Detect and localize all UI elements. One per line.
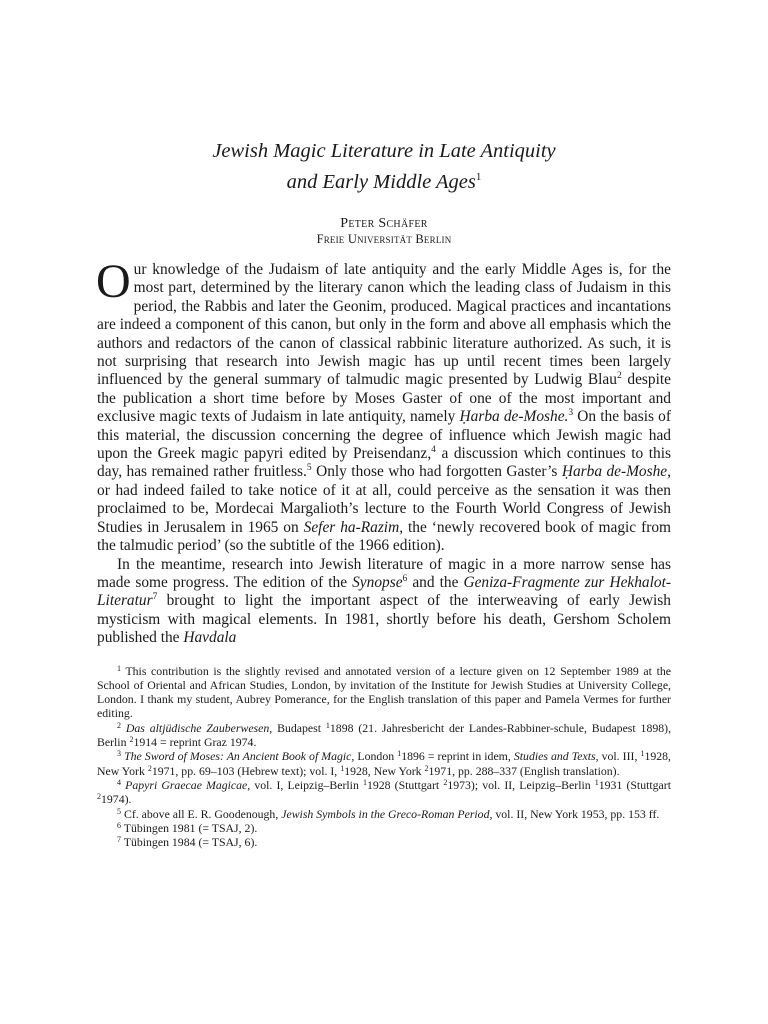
title-line-1: Jewish Magic Literature in Late Antiquity (212, 140, 556, 162)
footnotes (97, 664, 671, 850)
footnote-ref-7[interactable]: 7 (152, 592, 158, 603)
author-affiliation: Freie Universität Berlin (316, 232, 452, 246)
work-title: Sefer ha-Razim, (303, 518, 404, 536)
footnote-1: $^1$ This contribution is the slightly revised and annotated version of a lecture given on 12 September 1989 at the School of Oriental and African Studies, London, by invitation of the Institute for Jewish Studies at University College, London. I thank my student, Aubrey Pomerance, for the English translation of this paper and Pamela Vermes for further editing. (97, 663, 671, 721)
footnote-ref-3[interactable]: 3 (568, 408, 574, 419)
paragraph-1: Our knowledge of the Judaism of late antiquity and the early Middle Ages is, for the most part, determined by the literary canon which the leading class of Judaism in this period, the Rabbis and later the Geonim, produced. Magical practices and incantations are indeed a component of this canon, but only in the form and above all emphasis which the authors and redactors of the canon of classical rabbinic literature authorized. As such, it is not surprising that research into Jewish magic has up until recent times been largely influenced by the general summary of talmudic magic presented by Ludwig Blau$^2$ despite the publication a short time before by Moses Gaster of one of the most important and exclusive magic texts of Judaism in late antiquity, namely Ḥarba de-Moshe.$^3$ On the basis of this material, the discussion concerning the degree of influence which Jewish magic had upon the Greek magic papyri edited by Preisendanz,$^4$ a discussion which continues to this day, has remained rather fruitless.$^5$ Only those who had forgotten Gaster’s Ḥarba de-Moshe, or had indeed failed to take notice of it at all, could perceive as the sensation it was then proclaimed to be, Mordecai Margalioth’s lecture to the Fourth World Congress of Jewish Studies in Jerusalem in 1965 on Sefer ha-Razim, the ‘newly recovered book of magic from the talmudic period’ (so the subtitle of the 1966 edition). (96, 255, 671, 555)
article-title (97, 138, 671, 195)
footnote-6: $^6$ Tübingen 1981 (= TSAJ, 2). (117, 820, 258, 835)
footnote-ref-2[interactable]: 2 (616, 371, 622, 382)
drop-cap: O (96, 255, 131, 308)
footnote-ref-5[interactable]: 5 (306, 463, 312, 474)
footnote-2: $^2$ Das altjüdische Zauberwesen, Budapest $^1$1898 (21. Jahresbericht der Landes-Rabbiner-schule, Budapest 1898), Berlin $^2$1914 = reprint Graz 1974. (97, 720, 672, 750)
footnote-4: $^4$ Papyri Graecae Magicae, vol. I, Leipzig–Berlin $^1$1928 (Stuttgart $^2$1973); vol. II, Leipzig–Berlin $^1$1931 (Stuttgart $^2$1974). (97, 777, 672, 807)
footnote-7: $^7$ Tübingen 1984 (= TSAJ, 6). (117, 835, 258, 850)
article-body (96, 255, 672, 648)
title-line-2: and Early Middle Ages (286, 171, 476, 193)
work-title: Ḥarba de-Moshe. (459, 408, 569, 426)
footnote-ref-4[interactable]: 4 (431, 445, 436, 456)
title-footnote-ref[interactable]: 1 (475, 171, 482, 183)
paragraph-2: In the meantime, research into Jewish literature of magic in a more narrow sense has made some progress. The edition of the Synopse$^6$ and the Geniza-Fragmente zur Hekhalot-Literatur$^7$ brought to light the important aspect of the interweaving of early Jewish mysticism with magical elements. In 1981, shortly before his death, Gershom Scholem published the Havdala (97, 555, 672, 647)
footnote-3: $^3$ The Sword of Moses: An Ancient Book of Magic, London $^1$1896 = reprint in idem, Studies and Texts, vol. III, $^1$1928, New York $^2$1971, pp. 69–103 (Hebrew text); vol. I, $^1$1928, New York $^2$1971, pp. 288–337 (English translation). (97, 749, 671, 778)
author-name: Peter Schäfer (340, 216, 428, 231)
work-title: Synopse (352, 573, 403, 591)
footnote-5: $^5$ Cf. above all E. R. Goodenough, Jewish Symbols in the Greco-Roman Period, vol. II, New York 1953, pp. 153 ff. (117, 806, 660, 821)
footnote-ref-6[interactable]: 6 (402, 573, 408, 584)
work-title: Geniza-Fragmente zur Hekhalot-Literatur (97, 573, 672, 610)
work-title: Havdala (183, 629, 237, 647)
work-title: Ḥarba de-Moshe, (561, 463, 671, 481)
article-page (97, 138, 671, 849)
